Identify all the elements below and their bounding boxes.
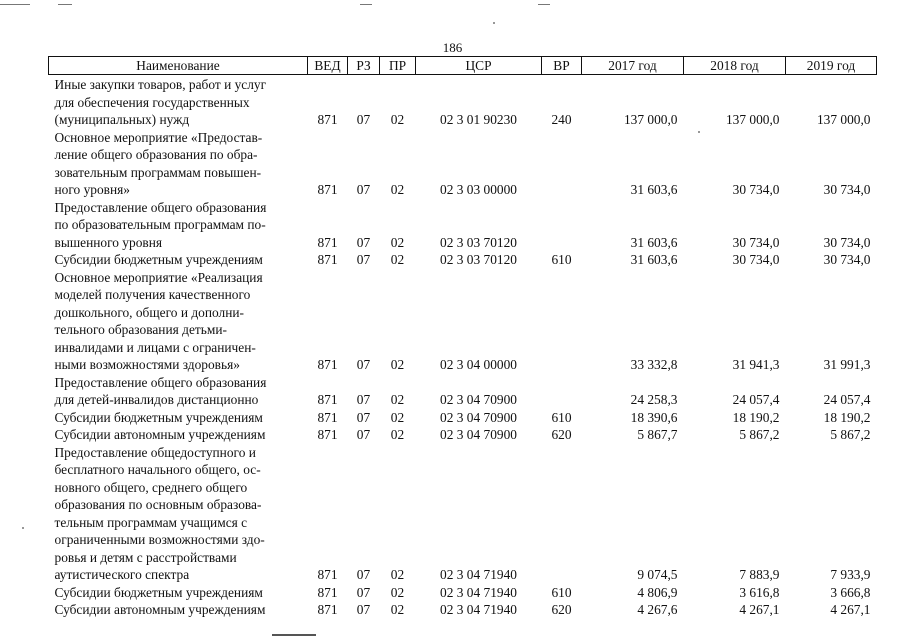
cell-ved: 871 [317, 182, 338, 197]
cell-rz: 07 [356, 357, 371, 372]
cell-2018: 31 941,3 [732, 357, 780, 372]
cell-2019: 30 734,0 [823, 252, 871, 267]
cell-2017: 31 603,6 [630, 182, 678, 197]
table-body [49, 75, 877, 619]
cell-2019: 5 867,2 [830, 427, 871, 442]
cell-pr: 02 [390, 112, 405, 127]
cell-name: Предоставление общего образования для детей-инвалидов дистанционно [54, 374, 267, 407]
cell-vr: 240 [551, 112, 572, 127]
header-2019: 2019 год [786, 57, 877, 75]
table-row [49, 409, 877, 427]
cell-pr: 02 [390, 357, 405, 372]
table-row [49, 269, 877, 374]
cell-name: Основное мероприятие «Предостав- ление общего образования по обра- зовательным программам повышен- ного уровня» [54, 129, 263, 197]
cell-csr: 02 3 04 71940 [440, 567, 517, 582]
table-row [49, 199, 877, 252]
cell-2018: 4 267,1 [739, 602, 780, 617]
scan-artifact-line [58, 4, 72, 5]
scan-speck [22, 527, 24, 529]
cell-2018: 5 867,2 [739, 427, 780, 442]
cell-ved: 871 [317, 602, 338, 617]
cell-2017: 31 603,6 [630, 234, 678, 250]
cell-2019: 3 666,8 [830, 584, 871, 600]
header-2017: 2017 год [582, 57, 684, 75]
table-row [49, 426, 877, 444]
header-csr: ЦСР [416, 57, 542, 75]
cell-pr: 02 [390, 252, 405, 267]
header-pr: ПР [380, 57, 416, 75]
scan-artifact-line [272, 634, 316, 636]
header-2018: 2018 год [684, 57, 786, 75]
cell-2017: 31 603,6 [630, 252, 678, 267]
cell-csr: 02 3 03 70120 [440, 234, 517, 250]
cell-ved: 871 [317, 112, 338, 127]
cell-name: Субсидии автономным учреждениям [54, 427, 266, 442]
cell-name: Субсидии автономным учреждениям [54, 602, 266, 617]
cell-name: Субсидии бюджетным учреждениям [54, 584, 263, 600]
cell-2018: 30 734,0 [732, 234, 780, 250]
cell-2017: 24 258,3 [630, 392, 678, 407]
budget-table [48, 56, 877, 619]
cell-name: Субсидии бюджетным учреждениям [54, 252, 263, 267]
cell-ved: 871 [317, 357, 338, 372]
cell-csr: 02 3 04 71940 [440, 602, 517, 617]
cell-ved: 871 [317, 584, 338, 600]
cell-rz: 07 [356, 409, 371, 425]
table-row [49, 601, 877, 619]
cell-vr: 620 [551, 427, 572, 442]
table-row [49, 374, 877, 409]
scan-artifact-line [0, 4, 30, 5]
cell-vr: 610 [551, 409, 572, 425]
cell-2018: 24 057,4 [732, 392, 780, 407]
scan-artifact-line [538, 4, 550, 5]
cell-name: Предоставление общего образования по образовательным программам по- вышенного уровня [54, 199, 267, 250]
cell-csr: 02 3 04 70900 [440, 427, 517, 442]
table-row [49, 584, 877, 602]
cell-2018: 137 000,0 [725, 112, 780, 127]
cell-2019: 24 057,4 [823, 392, 871, 407]
cell-2017: 18 390,6 [630, 409, 678, 425]
cell-ved: 871 [317, 392, 338, 407]
cell-rz: 07 [356, 252, 371, 267]
cell-ved: 871 [317, 409, 338, 425]
cell-2018: 30 734,0 [732, 182, 780, 197]
cell-pr: 02 [390, 409, 405, 425]
cell-vr: 610 [551, 252, 572, 267]
cell-name: Основное мероприятие «Реализация моделей получения качественного дошкольного, общего и дополни- тельного образования детьми- инвалидами и лицами с ограничен- ными возможностями здоровья» [54, 269, 263, 372]
cell-2019: 31 991,3 [823, 357, 871, 372]
cell-2018: 18 190,2 [732, 409, 780, 425]
cell-2019: 30 734,0 [823, 182, 871, 197]
cell-csr: 02 3 03 00000 [440, 182, 517, 197]
page-number: 186 [442, 40, 463, 55]
cell-2019: 4 267,1 [830, 602, 871, 617]
cell-csr: 02 3 04 71940 [440, 584, 517, 600]
header-rz: РЗ [348, 57, 380, 75]
cell-2019: 30 734,0 [823, 234, 871, 250]
header-name: Наименование [49, 57, 308, 75]
cell-ved: 871 [317, 234, 338, 250]
cell-name: Иные закупки товаров, работ и услуг для обеспечения государственных (муниципальных) нужд [54, 77, 267, 127]
cell-csr: 02 3 03 70120 [440, 252, 517, 267]
cell-2018: 3 616,8 [739, 584, 780, 600]
cell-name: Субсидии бюджетным учреждениям [54, 409, 263, 425]
table-row [49, 75, 877, 129]
cell-2017: 5 867,7 [637, 427, 678, 442]
cell-2018: 30 734,0 [732, 252, 780, 267]
cell-2019: 7 933,9 [830, 567, 871, 582]
table-row [49, 129, 877, 199]
cell-pr: 02 [390, 584, 405, 600]
cell-pr: 02 [390, 392, 405, 407]
cell-vr: 610 [551, 584, 572, 600]
cell-ved: 871 [317, 567, 338, 582]
cell-vr [542, 269, 582, 374]
cell-pr: 02 [390, 567, 405, 582]
cell-pr: 02 [390, 427, 405, 442]
cell-name: Предоставление общедоступного и бесплатного начального общего, ос- новного общего, среднего общего образования по основным образова- тельным программам учащимся с ограниченными возможностями здо- ровья и детям с расстройствами аутистического спектра [54, 444, 265, 582]
cell-csr: 02 3 01 90230 [440, 112, 517, 127]
cell-csr: 02 3 04 70900 [440, 392, 517, 407]
cell-rz: 07 [356, 182, 371, 197]
cell-vr [542, 129, 582, 199]
cell-rz: 07 [356, 112, 371, 127]
scan-artifact-line [360, 4, 372, 5]
cell-2017: 33 332,8 [630, 357, 678, 372]
cell-rz: 07 [356, 602, 371, 617]
cell-rz: 07 [356, 392, 371, 407]
cell-2017: 9 074,5 [637, 567, 678, 582]
cell-2017: 137 000,0 [623, 112, 678, 127]
cell-csr: 02 3 04 70900 [440, 409, 517, 425]
cell-rz: 07 [356, 584, 371, 600]
cell-csr: 02 3 04 00000 [440, 357, 517, 372]
cell-rz: 07 [356, 427, 371, 442]
cell-2017: 4 806,9 [637, 584, 678, 600]
table-row [49, 444, 877, 584]
cell-rz: 07 [356, 567, 371, 582]
cell-vr [542, 199, 582, 252]
cell-pr: 02 [390, 182, 405, 197]
cell-ved: 871 [317, 427, 338, 442]
cell-2017: 4 267,6 [637, 602, 678, 617]
scan-speck [493, 22, 495, 24]
cell-2019: 137 000,0 [816, 112, 871, 127]
header-ved: ВЕД [308, 57, 348, 75]
table-row [49, 251, 877, 269]
cell-pr: 02 [390, 234, 405, 250]
cell-2019: 18 190,2 [823, 409, 871, 425]
cell-ved: 871 [317, 252, 338, 267]
cell-vr [542, 444, 582, 584]
cell-pr: 02 [390, 602, 405, 617]
cell-rz: 07 [356, 234, 371, 250]
cell-2018: 7 883,9 [739, 567, 780, 582]
cell-vr: 620 [551, 602, 572, 617]
table-header-row [49, 57, 877, 75]
cell-vr [542, 374, 582, 409]
header-vr: ВР [542, 57, 582, 75]
